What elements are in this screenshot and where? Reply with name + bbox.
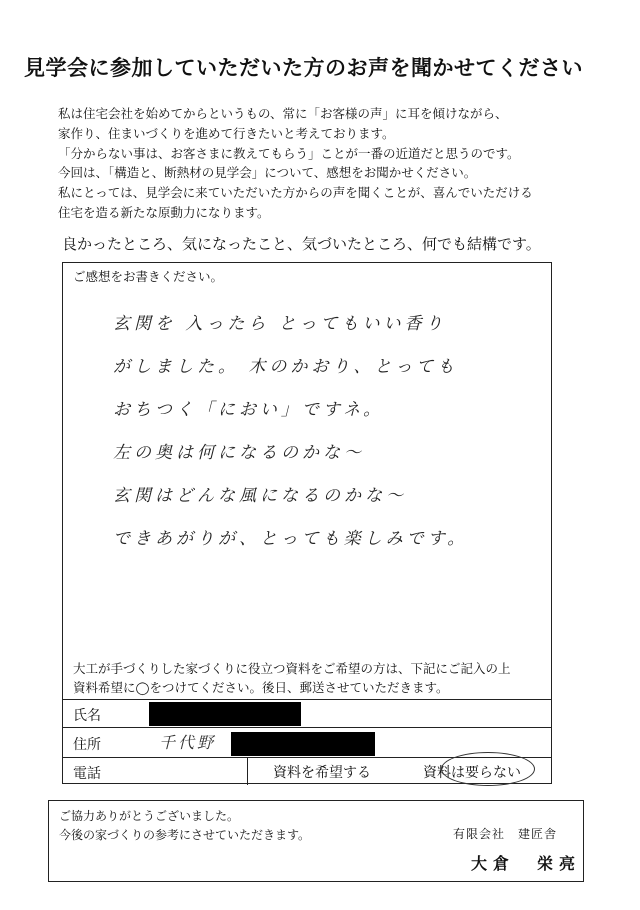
divider — [247, 758, 248, 785]
signature: 大倉 栄亮 — [471, 854, 582, 873]
intro-text — [58, 104, 533, 223]
phone-label: 電話 — [73, 766, 101, 782]
prompt-text: 良かったところ、気になったこと、気づいたところ、何でも結構です。 — [62, 235, 541, 253]
intro-line: 家作り、住まいづくりを進めて行きたいと考えております。 — [58, 125, 395, 141]
redacted-address — [231, 732, 375, 756]
handwritten-line: できあがりが、とっても楽しみです。 — [113, 529, 469, 549]
footer-thanks: ご協力ありがとうございました。 — [59, 809, 240, 823]
feedback-form — [62, 262, 552, 784]
option-no-materials[interactable]: 資料は要らない — [423, 765, 521, 781]
request-note-line: 大工が手づくりした家づくりに役立つ資料をご希望の方は、下記にご記入の上 — [73, 661, 511, 676]
footer-box — [48, 800, 584, 882]
handwritten-line: 左の奥は何になるのかな〜 — [113, 443, 365, 463]
intro-line: 私にとっては、見学会に来ていただいた方からの声を聞くことが、喜んでいただける — [58, 185, 533, 201]
intro-line: 住宅を造る新たな原動力になります。 — [58, 204, 270, 220]
address-handwritten: 千代野 — [159, 733, 217, 752]
handwritten-comment — [113, 303, 533, 561]
handwritten-line: 玄関を 入ったら とってもいい香り — [113, 314, 447, 334]
form-heading: ご感想をお書きください。 — [73, 269, 224, 284]
page-title: 見学会に参加していただいた方のお声を聞かせてください — [24, 56, 583, 80]
intro-line: 私は住宅会社を始めてからというもの、常に「お客様の声」に耳を傾けながら、 — [58, 106, 508, 121]
request-note — [73, 659, 548, 697]
name-label: 氏名 — [73, 708, 101, 724]
handwritten-line: がしました。 木のかおり、とっても — [113, 357, 459, 377]
redacted-name — [149, 702, 301, 726]
request-note-line: 資料希望に◯をつけてください。後日、郵送させていただきます。 — [73, 680, 449, 695]
company-name: 有限会社 建匠舎 — [453, 827, 558, 841]
handwritten-line: 玄関はどんな風になるのかな〜 — [113, 486, 407, 506]
option-want-materials[interactable]: 資料を希望する — [273, 765, 371, 781]
handwritten-line: おちつく「におい」ですネ。 — [113, 400, 385, 420]
address-label: 住所 — [73, 737, 101, 753]
intro-line: 「分からない事は、お客さまに教えてもらう」ことが一番の近道だと思うのです。 — [58, 145, 520, 161]
phone-row — [63, 757, 551, 785]
footer-reference: 今後の家づくりの参考にさせていただきます。 — [59, 828, 311, 842]
intro-line: 今回は、「構造と、断熱材の見学会」について、感想をお聞かせください。 — [58, 165, 477, 181]
selection-circle — [441, 752, 535, 786]
name-row — [63, 699, 551, 727]
